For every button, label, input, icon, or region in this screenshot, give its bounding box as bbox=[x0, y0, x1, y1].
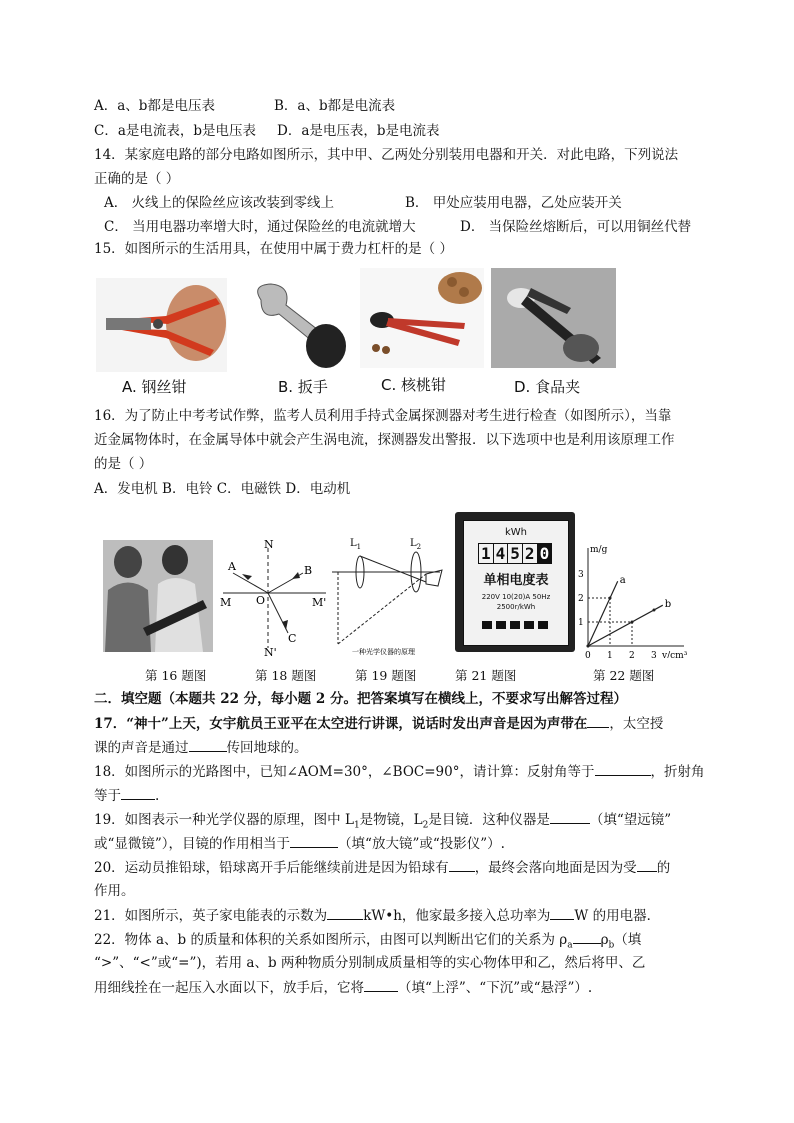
digit-3: 5 bbox=[508, 544, 523, 563]
q22-text-b: ρ bbox=[600, 932, 609, 948]
q19-line2 bbox=[94, 833, 505, 854]
q19-text-b: 是物镜，L bbox=[359, 812, 423, 828]
q22-sub-b: b bbox=[608, 940, 615, 951]
q21-text-b: kW•h，他家最多接入总功率为 bbox=[363, 908, 551, 924]
pliers-photo bbox=[96, 278, 227, 372]
q22-blank-2[interactable] bbox=[364, 977, 398, 992]
q17-blank-2[interactable] bbox=[189, 737, 227, 752]
q19-text-e: 或“显微镜”），目镜的作用相当于 bbox=[94, 836, 291, 852]
wrench-icon bbox=[241, 280, 347, 368]
q17-text-d: 传回地球的。 bbox=[226, 740, 308, 756]
digit-1: 1 bbox=[479, 544, 494, 563]
q18-blank-1[interactable] bbox=[595, 761, 651, 776]
q19-text-c: 是目镜．这种仪器是 bbox=[428, 812, 550, 828]
label-a: A bbox=[228, 560, 236, 573]
label-n-prime: N' bbox=[264, 646, 277, 658]
label-b: B bbox=[304, 564, 313, 577]
x-tick-label: 0 bbox=[585, 651, 591, 658]
q16-stem-line2: 近金属物体时，在金属导体中就会产生涡电流，探测器发出警报．以下选项中也是利用该原理工作 bbox=[94, 432, 675, 448]
q22-text-a: 22．物体 a、b 的质量和体积的关系如图所示，由图可以判断出它们的关系为 ρ bbox=[94, 932, 568, 948]
y-axis-label: m/g bbox=[590, 545, 608, 555]
meter-title: 单相电度表 bbox=[483, 573, 549, 588]
section2-heading: 二．填空题（本题共 22 分，每小题 2 分。把答案填写在横线上，不要求写出解答过程） bbox=[94, 691, 627, 707]
nutcracker-icon bbox=[360, 268, 484, 368]
electricity-meter bbox=[455, 512, 575, 652]
q19-sub-2: 2 bbox=[422, 820, 429, 831]
meter-spec2: 2500r/kWh bbox=[496, 603, 536, 611]
q21-text-c: W 的用电器． bbox=[574, 908, 661, 924]
series-b-label: b bbox=[664, 599, 672, 611]
q17-text-b: ，太空授 bbox=[609, 716, 664, 732]
x-tick-label: 1 bbox=[607, 651, 613, 658]
fig22-caption: 第 22 题图 bbox=[593, 668, 655, 683]
fig18-caption: 第 18 题图 bbox=[255, 668, 317, 683]
q19-text-f: （填“放大镜”或“投影仪”）. bbox=[338, 836, 505, 852]
label-m-prime: M' bbox=[312, 596, 327, 609]
food-tongs-photo bbox=[491, 268, 616, 368]
q20-line1 bbox=[94, 857, 670, 878]
fig16-caption: 第 16 题图 bbox=[145, 668, 207, 683]
y-tick-label: 1 bbox=[578, 618, 584, 628]
fig19-subcaption: 一种光学仪器的原理 bbox=[352, 648, 415, 656]
pliers-icon bbox=[96, 278, 227, 372]
caption-b: B. 扳手 bbox=[278, 378, 328, 396]
q17-text-a: 17．“神十”上天，女宇航员王亚平在太空进行讲课，说话时发出声音是因为声带在 bbox=[94, 716, 588, 732]
label-l2: $L_2$ bbox=[410, 538, 422, 551]
q18-line2 bbox=[94, 785, 159, 806]
q16-stem-line3: 的是（ ） bbox=[94, 456, 153, 472]
tongs-icon bbox=[491, 268, 616, 368]
digit-decimal: 0 bbox=[539, 544, 550, 563]
caption-c: C. 核桃钳 bbox=[381, 376, 447, 394]
q17-line1 bbox=[94, 713, 663, 734]
label-o: O bbox=[256, 594, 266, 607]
series-a-point bbox=[609, 597, 612, 600]
fig22-mass-volume-chart bbox=[572, 540, 696, 658]
q17-text-c: 课的声音是通过 bbox=[94, 740, 189, 756]
q15-stem: 15．如图所示的生活用具，在使用中属于费力杠杆的是（ ） bbox=[94, 241, 453, 257]
q14-option-c: C． 当用电器功率增大时，通过保险丝的电流就增大 bbox=[104, 219, 416, 235]
fig19-caption: 第 19 题图 bbox=[355, 668, 417, 683]
metal-detector-photo bbox=[103, 540, 213, 652]
q22-text-d: 用细线拴在一起压入水面以下，放手后，它将 bbox=[94, 980, 364, 996]
metal-detector-icon bbox=[103, 540, 213, 652]
q21-line bbox=[94, 905, 660, 926]
meter-unit: kWh bbox=[504, 527, 528, 538]
y-tick-label: 3 bbox=[578, 570, 584, 580]
q18-blank-2[interactable] bbox=[121, 785, 155, 800]
q14-option-a: A． 火线上的保险丝应该改装到零线上 bbox=[104, 195, 335, 211]
y-tick-label: 2 bbox=[578, 594, 584, 604]
caption-a: A. 钢丝钳 bbox=[122, 378, 187, 396]
q17-blank-1[interactable] bbox=[587, 713, 609, 728]
fig18-light-path bbox=[218, 538, 330, 658]
series-b-line bbox=[588, 605, 663, 646]
q20-blank-2[interactable] bbox=[637, 857, 657, 872]
label-c: C bbox=[288, 632, 297, 645]
q19-blank-1[interactable] bbox=[550, 809, 590, 824]
q16-stem-line1: 16．为了防止中考考试作弊，监考人员利用手持式金属探测器对考生进行检查（如图所示），当靠 bbox=[94, 408, 672, 424]
q20-text-a: 20．运动员推铅球，铅球离开手后能继续前进是因为铅球有 bbox=[94, 860, 449, 876]
x-tick-label: 3 bbox=[651, 651, 657, 658]
q18-text-d: . bbox=[155, 788, 160, 804]
series-a-line bbox=[588, 581, 618, 646]
q18-text-c: 等于 bbox=[94, 788, 121, 804]
series-b-point bbox=[587, 645, 590, 648]
q20-text-b: ，最终会落向地面是因为受 bbox=[474, 860, 637, 876]
q22-line1 bbox=[94, 929, 641, 956]
q17-line2 bbox=[94, 737, 308, 758]
q22-line2: “>”、“<”或“=”)，若用 a、b 两种物质分别制成质量相等的实心物体甲和乙，然后将甲、乙 bbox=[94, 955, 646, 971]
q14-stem-line1: 14．某家庭电路的部分电路如图所示，其中甲、乙两处分别装用电器和开关．对此电路，下列说法 bbox=[94, 147, 679, 163]
q20-text-c: 的 bbox=[656, 860, 671, 876]
meter-terminal-strip bbox=[482, 621, 552, 629]
wrench-photo bbox=[241, 280, 347, 368]
digit-4: 2 bbox=[523, 544, 538, 563]
q18-text-b: ，折射角 bbox=[650, 764, 705, 780]
q22-blank-1[interactable] bbox=[573, 929, 601, 944]
q21-text-a: 21．如图所示，英子家电能表的示数为 bbox=[94, 908, 328, 924]
x-axis-label: v/cm³ bbox=[662, 651, 688, 658]
meter-reading bbox=[478, 543, 552, 564]
q19-line1 bbox=[94, 809, 671, 836]
q21-blank-1[interactable] bbox=[327, 905, 363, 920]
fig21-caption: 第 21 题图 bbox=[455, 668, 517, 683]
q14-option-b: B． 甲处应装用电器，乙处应装开关 bbox=[405, 195, 622, 211]
q19-text-a: 19．如图表示一种光学仪器的原理，图中 L bbox=[94, 812, 354, 828]
series-a-label: a bbox=[619, 575, 626, 587]
q20-blank-1[interactable] bbox=[449, 857, 475, 872]
label-l1: $L_1$ bbox=[350, 538, 362, 551]
label-m: M bbox=[220, 596, 232, 609]
meter-spec1: 220V 10(20)A 50Hz bbox=[481, 593, 551, 601]
caption-d: D. 食品夹 bbox=[514, 378, 581, 396]
series-b-point bbox=[631, 621, 634, 624]
q13-option-c: C．a是电流表，b是电压表 bbox=[94, 123, 257, 139]
q18-line1 bbox=[94, 761, 705, 782]
q22-text-c: （填 bbox=[614, 932, 642, 948]
series-b-point bbox=[653, 609, 656, 612]
q14-stem-line2: 正确的是（ ） bbox=[94, 171, 180, 187]
q20-line2: 作用。 bbox=[94, 883, 135, 899]
nutcracker-photo bbox=[360, 268, 484, 368]
q22-line3 bbox=[94, 977, 592, 998]
q19-text-d: （填“望远镜” bbox=[589, 812, 672, 828]
q16-options: A．发电机 B．电铃 C．电磁铁 D．电动机 bbox=[94, 481, 351, 497]
q19-blank-2[interactable] bbox=[290, 833, 338, 848]
fig19-optical-instrument bbox=[330, 534, 450, 658]
q13-option-d: D．a是电压表，b是电流表 bbox=[277, 123, 440, 139]
x-tick-label: 2 bbox=[629, 651, 635, 658]
digit-2: 4 bbox=[494, 544, 509, 563]
q13-option-a: A．a、b都是电压表 bbox=[94, 98, 215, 114]
q14-option-d: D． 当保险丝熔断后，可以用铜丝代替 bbox=[460, 219, 692, 235]
q21-blank-2[interactable] bbox=[550, 905, 574, 920]
q13-option-b: B．a、b都是电流表 bbox=[274, 98, 396, 114]
q18-text-a: 18．如图所示的光路图中，已知∠AOM=30°，∠BOC=90°，请计算：反射角等于 bbox=[94, 764, 595, 780]
q19-sub-1: 1 bbox=[353, 820, 360, 831]
q22-text-e: （填“上浮”、“下沉”或“悬浮”）. bbox=[398, 980, 593, 996]
label-n: N bbox=[264, 538, 274, 551]
q22-sub-a: a bbox=[567, 940, 573, 951]
